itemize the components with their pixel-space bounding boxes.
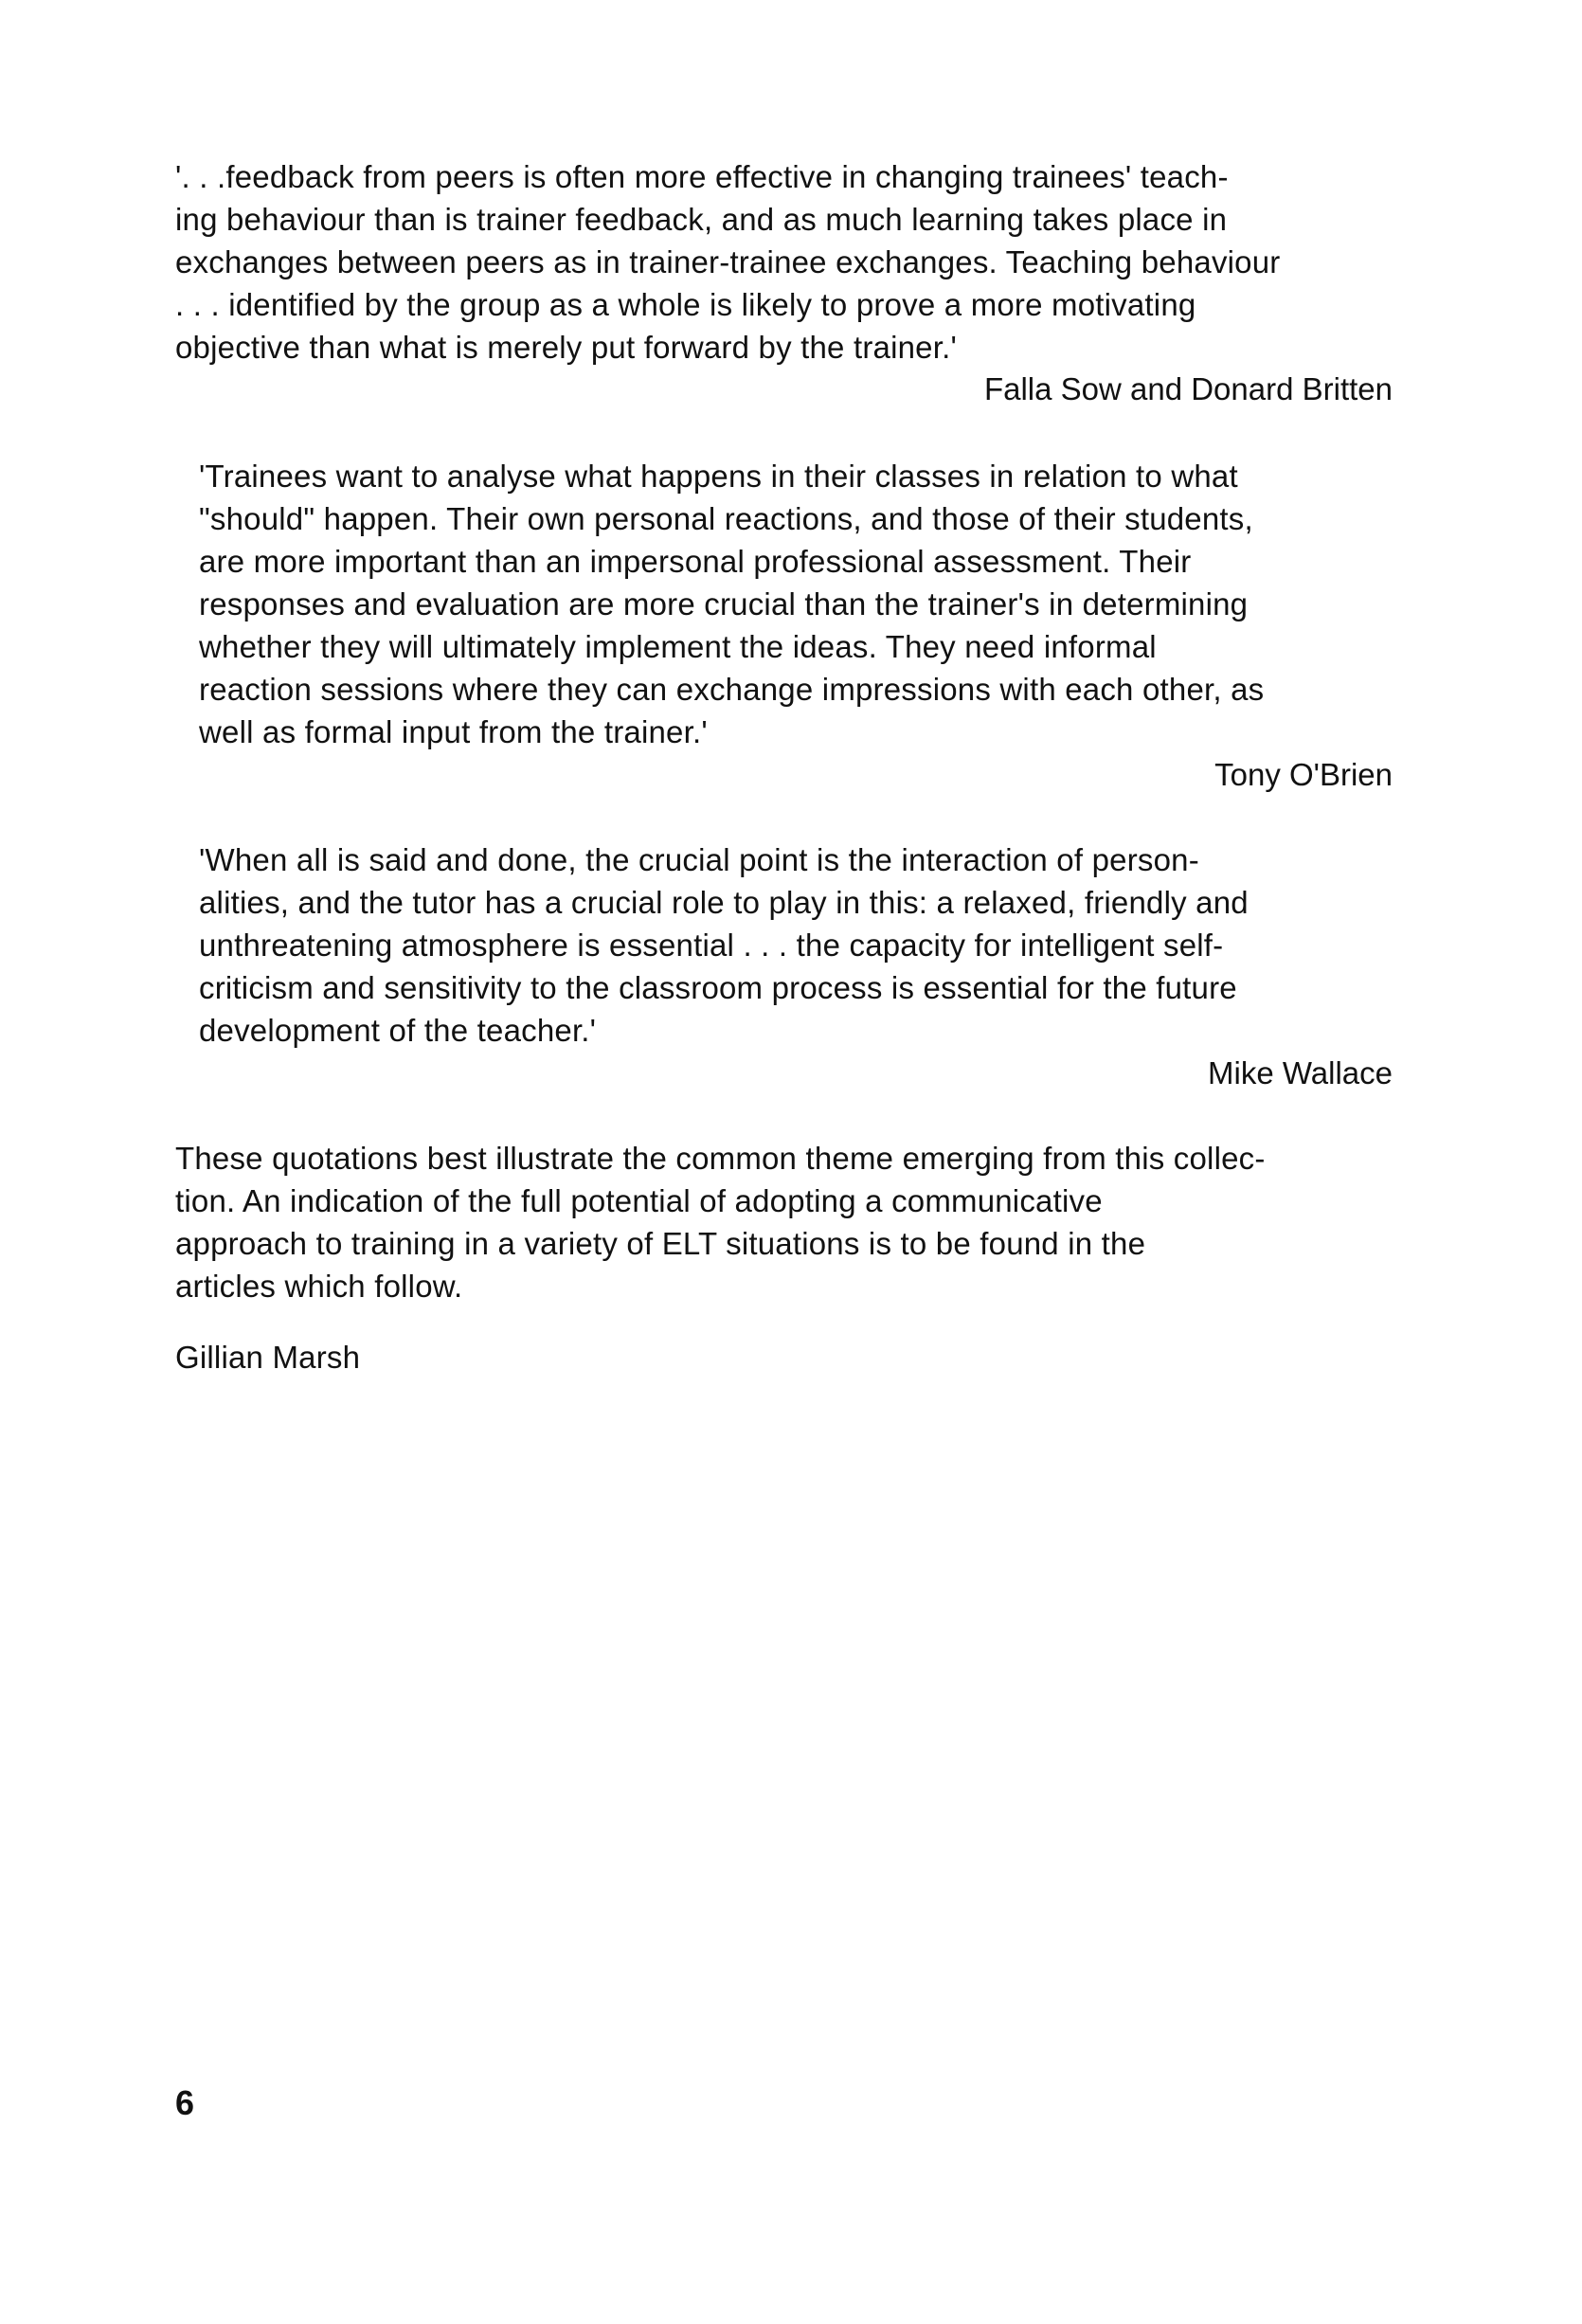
attribution-tony-obrien: Tony O'Brien <box>1214 757 1393 792</box>
attribution-falla-sow-donard-britten: Falla Sow and Donard Britten <box>983 371 1393 406</box>
quote-mike-wallace: 'When all is said and done, the crucial point is the interaction of person- alities, and the tutor has a crucial role to play in this: a relaxed, friendly and unthreatening atmosphere is essential . . . the capacity for intelligent self- criticism and sensitivity to the classroom process is essential for the future development of the teacher.' <box>199 842 1249 1048</box>
page-number: 6 <box>175 2083 195 2122</box>
conclusion-paragraph: These quotations best illustrate the common theme emerging from this collec- tion. An indication of the full potential of adopting a communicative approach to training in a variety of ELT situations is to be found in the articles which follow. <box>175 1141 1266 1304</box>
editor-signature: Gillian Marsh <box>175 1340 361 1375</box>
attribution-mike-wallace: Mike Wallace <box>1208 1055 1393 1090</box>
quote-falla-sow-donard-britten: '. . .feedback from peers is often more effective in changing trainees' teach- ing behaviour than is trainer feedback, and as much learning takes place in exchanges between peers as in trainer-trainee exchanges. Teaching behaviour . . . identified by the group as a whole is likely to prove a more motivating objective than what is merely put forward by the trainer.' <box>175 159 1281 365</box>
quote-tony-obrien: 'Trainees want to analyse what happens in their classes in relation to what "should" happen. Their own personal reactions, and those of their students, are more important than an impersonal professional assessment. Their responses and evaluation are more crucial than the trainer's in determining whether they will ultimately implement the ideas. They need informal reaction sessions where they can exchange impressions with each other, as well as formal input from the trainer.' <box>199 459 1265 749</box>
